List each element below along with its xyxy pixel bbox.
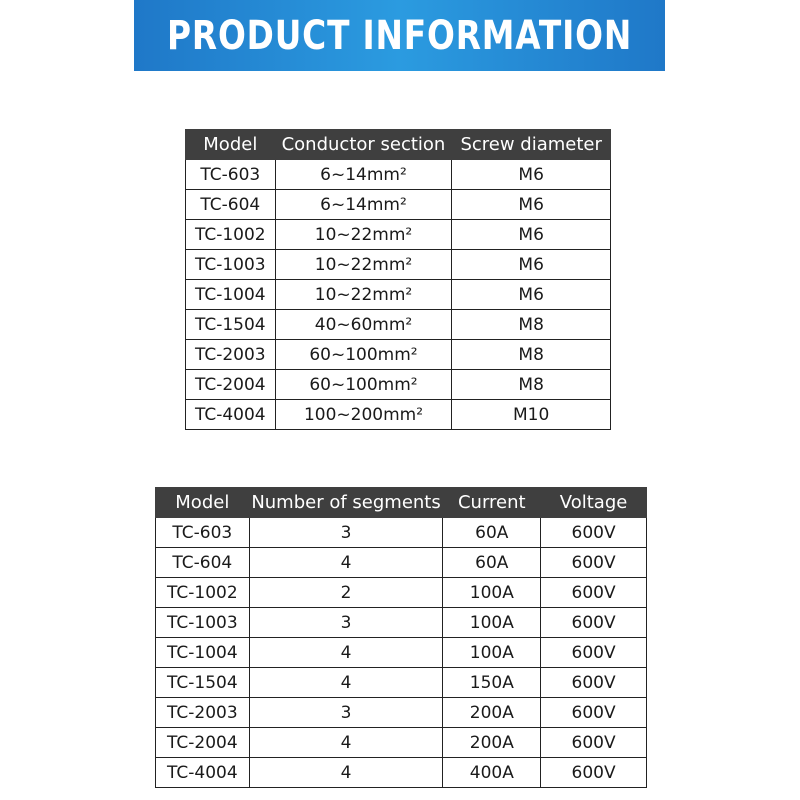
voltage-cell: 600V (541, 758, 647, 788)
current-cell: 100A (443, 608, 541, 638)
segments-cell: 4 (249, 758, 443, 788)
segments-cell: 3 (249, 698, 443, 728)
segments-cell: 4 (249, 728, 443, 758)
column-header-model: Model (156, 488, 250, 518)
screw-diameter-cell: M8 (452, 310, 611, 340)
current-cell: 150A (443, 668, 541, 698)
conductor-section-cell: 60~100mm² (275, 340, 452, 370)
model-cell: TC-2004 (186, 370, 276, 400)
model-cell: TC-4004 (156, 758, 250, 788)
model-cell: TC-2004 (156, 728, 250, 758)
segments-cell: 4 (249, 548, 443, 578)
model-cell: TC-1004 (186, 280, 276, 310)
table-row (186, 220, 611, 250)
table-row (186, 190, 611, 220)
screw-diameter-cell: M6 (452, 220, 611, 250)
voltage-cell: 600V (541, 608, 647, 638)
voltage-cell: 600V (541, 668, 647, 698)
table-row (156, 608, 647, 638)
voltage-cell: 600V (541, 578, 647, 608)
table-row (156, 518, 647, 548)
current-cell: 100A (443, 578, 541, 608)
voltage-cell: 600V (541, 728, 647, 758)
model-cell: TC-1004 (156, 638, 250, 668)
model-cell: TC-604 (156, 548, 250, 578)
conductor-section-cell: 60~100mm² (275, 370, 452, 400)
table-row (186, 280, 611, 310)
segments-cell: 3 (249, 608, 443, 638)
table-row (186, 370, 611, 400)
table-row (186, 160, 611, 190)
table-row (156, 758, 647, 788)
table-row (186, 250, 611, 280)
screw-diameter-cell: M6 (452, 160, 611, 190)
column-header-model: Model (186, 130, 276, 160)
model-cell: TC-603 (186, 160, 276, 190)
column-header-screw-diameter: Screw diameter (452, 130, 611, 160)
conductor-section-cell: 6~14mm² (275, 160, 452, 190)
column-header-current: Current (443, 488, 541, 518)
model-cell: TC-1002 (156, 578, 250, 608)
column-header-number-of-segments: Number of segments (249, 488, 443, 518)
column-header-conductor-section: Conductor section (275, 130, 452, 160)
screw-diameter-cell: M6 (452, 280, 611, 310)
voltage-cell: 600V (541, 698, 647, 728)
voltage-cell: 600V (541, 638, 647, 668)
segments-cell: 4 (249, 638, 443, 668)
model-cell: TC-604 (186, 190, 276, 220)
model-cell: TC-1003 (156, 608, 250, 638)
segments-cell: 3 (249, 518, 443, 548)
conductor-section-cell: 10~22mm² (275, 250, 452, 280)
table-row (186, 310, 611, 340)
electrical-spec-table (155, 487, 647, 788)
table-row (156, 578, 647, 608)
current-cell: 200A (443, 698, 541, 728)
segments-cell: 4 (249, 668, 443, 698)
conductor-section-cell: 6~14mm² (275, 190, 452, 220)
column-header-voltage: Voltage (541, 488, 647, 518)
table-row (156, 698, 647, 728)
conductor-section-cell: 10~22mm² (275, 280, 452, 310)
screw-diameter-cell: M10 (452, 400, 611, 430)
model-cell: TC-1002 (186, 220, 276, 250)
table-header-row (156, 488, 647, 518)
model-cell: TC-603 (156, 518, 250, 548)
header-banner (134, 0, 665, 71)
voltage-cell: 600V (541, 518, 647, 548)
table-row (156, 548, 647, 578)
conductor-spec-table (185, 129, 611, 430)
page-title: PRODUCT INFORMATION (166, 12, 633, 59)
screw-diameter-cell: M6 (452, 250, 611, 280)
screw-diameter-cell: M8 (452, 370, 611, 400)
table-row (156, 638, 647, 668)
model-cell: TC-2003 (186, 340, 276, 370)
current-cell: 400A (443, 758, 541, 788)
screw-diameter-cell: M8 (452, 340, 611, 370)
screw-diameter-cell: M6 (452, 190, 611, 220)
voltage-cell: 600V (541, 548, 647, 578)
conductor-section-cell: 10~22mm² (275, 220, 452, 250)
current-cell: 60A (443, 548, 541, 578)
table-header-row (186, 130, 611, 160)
conductor-section-cell: 100~200mm² (275, 400, 452, 430)
model-cell: TC-2003 (156, 698, 250, 728)
model-cell: TC-1504 (156, 668, 250, 698)
table-row (156, 728, 647, 758)
current-cell: 60A (443, 518, 541, 548)
model-cell: TC-1504 (186, 310, 276, 340)
table-row (156, 668, 647, 698)
conductor-section-cell: 40~60mm² (275, 310, 452, 340)
table-row (186, 340, 611, 370)
current-cell: 100A (443, 638, 541, 668)
model-cell: TC-4004 (186, 400, 276, 430)
current-cell: 200A (443, 728, 541, 758)
model-cell: TC-1003 (186, 250, 276, 280)
segments-cell: 2 (249, 578, 443, 608)
table-row (186, 400, 611, 430)
